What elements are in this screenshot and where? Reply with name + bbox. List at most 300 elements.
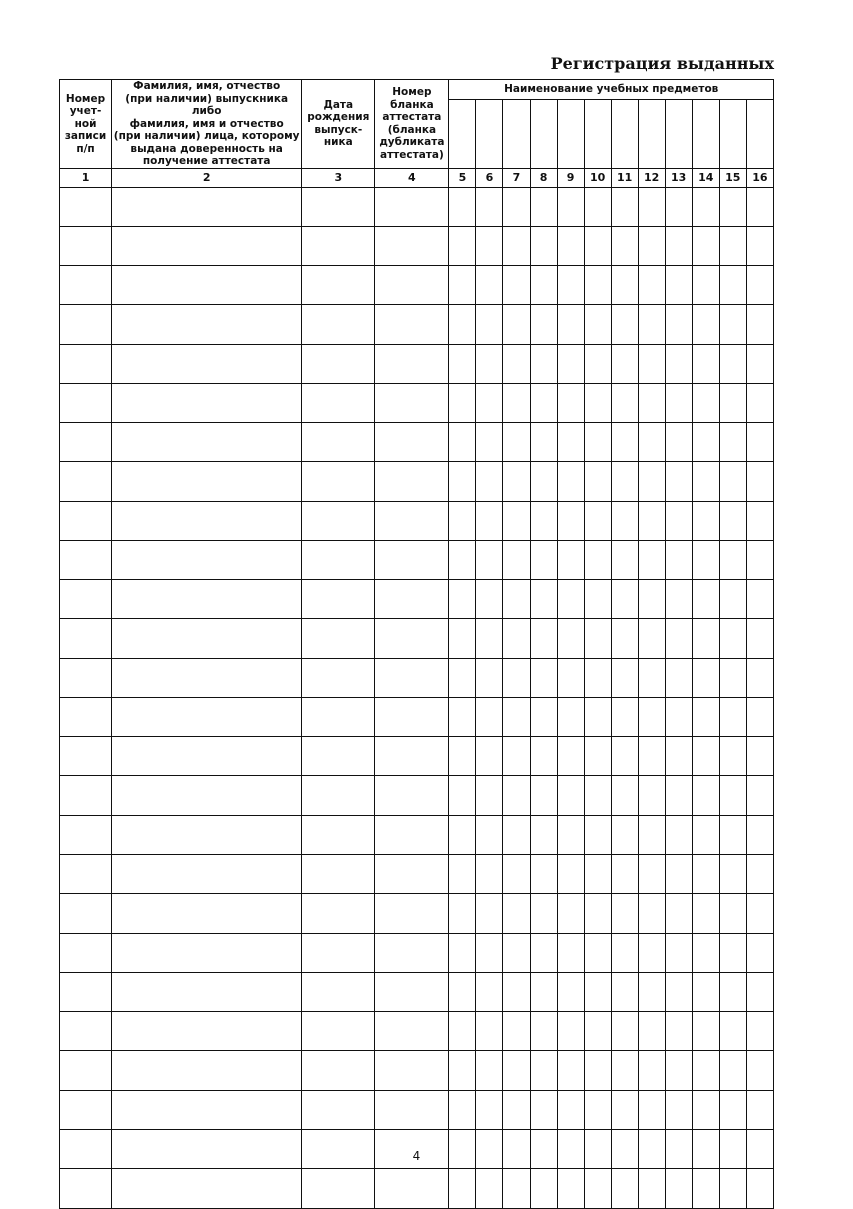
table-cell [665,894,692,933]
table-cell [476,501,503,540]
table-cell [60,305,112,344]
table-cell [692,776,719,815]
table-cell [375,933,449,972]
table-cell [746,619,773,658]
table-cell [530,776,557,815]
table-cell [557,933,584,972]
table-cell [302,972,375,1011]
table-cell [530,737,557,776]
table-cell [746,305,773,344]
table-cell [692,383,719,422]
table-cell [60,501,112,540]
table-cell [665,540,692,579]
table-cell [746,344,773,383]
table-cell [449,580,476,619]
table-cell [476,266,503,305]
table-cell [746,187,773,226]
table-cell [449,776,476,815]
table-cell [665,697,692,736]
table-cell [476,540,503,579]
table-row [60,1051,774,1090]
subject-name-cell [584,100,611,169]
header-full-name: Фамилия, имя, отчество (при наличии) выпускника либо фамилия, имя и отчество (при наличии) лица, которому выдана доверенность на получение аттестата [112,80,302,169]
table-cell [557,266,584,305]
table-row [60,619,774,658]
subject-name-cell [476,100,503,169]
table-cell [112,658,302,697]
table-cell [584,540,611,579]
table-cell [611,305,638,344]
subject-name-cell [638,100,665,169]
table-cell [530,1090,557,1129]
table-cell [60,658,112,697]
subject-name-cell [611,100,638,169]
table-cell [584,697,611,736]
table-cell [530,266,557,305]
table-cell [557,737,584,776]
table-cell [503,855,530,894]
table-cell [746,226,773,265]
table-row [60,187,774,226]
table-cell [638,1051,665,1090]
table-cell [746,580,773,619]
table-cell [557,501,584,540]
table-cell [638,737,665,776]
table-cell [302,697,375,736]
table-cell [375,619,449,658]
table-cell [302,933,375,972]
table-cell [530,423,557,462]
table-cell [476,1012,503,1051]
table-cell [375,501,449,540]
table-cell [112,540,302,579]
table-cell [692,619,719,658]
table-cell [449,344,476,383]
table-cell [375,462,449,501]
table-cell [557,1012,584,1051]
table-cell [665,1090,692,1129]
table-cell [476,972,503,1011]
table-cell [611,580,638,619]
table-cell [719,972,746,1011]
table-cell [638,423,665,462]
table-cell [746,1090,773,1129]
table-cell [719,1012,746,1051]
table-cell [611,894,638,933]
table-cell [557,619,584,658]
table-cell [719,1051,746,1090]
table-cell [530,305,557,344]
table-cell [584,580,611,619]
table-cell [719,266,746,305]
table-cell [375,305,449,344]
column-number-cell: 14 [692,168,719,187]
table-cell [449,187,476,226]
header-birth-date: Дата рождения выпуск- ника [302,80,375,169]
table-cell [302,1169,375,1208]
table-cell [692,423,719,462]
table-cell [375,697,449,736]
table-cell [449,266,476,305]
table-cell [584,815,611,854]
table-cell [719,933,746,972]
table-cell [557,462,584,501]
table-cell [665,1012,692,1051]
table-cell [584,737,611,776]
table-row [60,462,774,501]
table-cell [665,658,692,697]
table-cell [302,462,375,501]
table-cell [665,423,692,462]
table-cell [719,697,746,736]
table-cell [476,1090,503,1129]
table-cell [530,933,557,972]
table-row [60,1012,774,1051]
table-cell [638,1012,665,1051]
table-cell [530,1051,557,1090]
table-cell [611,1169,638,1208]
table-cell [557,972,584,1011]
table-cell [112,1090,302,1129]
table-cell [611,658,638,697]
table-cell [584,462,611,501]
table-cell [611,619,638,658]
subject-name-cell [665,100,692,169]
table-cell [112,855,302,894]
table-cell [557,776,584,815]
column-number-cell: 16 [746,168,773,187]
table-cell [375,383,449,422]
table-row [60,855,774,894]
table-cell [112,933,302,972]
table-cell [611,501,638,540]
table-cell [746,266,773,305]
table-cell [746,776,773,815]
table-cell [449,658,476,697]
table-cell [719,226,746,265]
table-cell [449,1090,476,1129]
table-cell [638,658,665,697]
table-cell [557,423,584,462]
table-cell [557,305,584,344]
table-cell [611,423,638,462]
column-number-cell: 13 [665,168,692,187]
table-row [60,383,774,422]
table-cell [692,226,719,265]
table-cell [746,894,773,933]
table-cell [584,344,611,383]
table-cell [302,187,375,226]
registration-table [59,79,774,1209]
table-cell [611,933,638,972]
table-cell [584,1169,611,1208]
table-cell [112,187,302,226]
table-cell [449,423,476,462]
table-cell [692,894,719,933]
table-cell [638,619,665,658]
table-cell [719,462,746,501]
column-number-cell: 5 [449,168,476,187]
subject-name-cell [557,100,584,169]
table-cell [375,894,449,933]
subject-name-cell [530,100,557,169]
table-row [60,226,774,265]
table-cell [476,855,503,894]
table-cell [60,619,112,658]
table-cell [584,187,611,226]
table-cell [584,383,611,422]
table-cell [692,697,719,736]
table-cell [476,658,503,697]
table-cell [530,540,557,579]
table-cell [746,462,773,501]
table-cell [449,737,476,776]
table-cell [692,972,719,1011]
table-cell [60,697,112,736]
table-cell [665,383,692,422]
table-cell [746,383,773,422]
table-cell [719,1090,746,1129]
table-cell [375,540,449,579]
table-cell [375,972,449,1011]
table-row [60,344,774,383]
table-cell [557,1051,584,1090]
table-cell [60,737,112,776]
subject-name-cell [719,100,746,169]
table-cell [476,776,503,815]
table-cell [665,187,692,226]
table-cell [503,972,530,1011]
table-cell [611,815,638,854]
table-row [60,1169,774,1208]
table-cell [476,1051,503,1090]
table-cell [611,462,638,501]
column-number-cell: 6 [476,168,503,187]
table-cell [449,1051,476,1090]
table-cell [375,658,449,697]
table-cell [746,540,773,579]
table-cell [557,187,584,226]
table-cell [302,815,375,854]
table-cell [530,187,557,226]
table-cell [112,894,302,933]
table-cell [665,266,692,305]
table-cell [557,540,584,579]
table-cell [302,855,375,894]
table-cell [503,383,530,422]
table-cell [746,815,773,854]
table-cell [719,540,746,579]
table-cell [60,1012,112,1051]
table-row [60,1090,774,1129]
table-cell [638,855,665,894]
table-cell [449,501,476,540]
table-cell [557,1169,584,1208]
table-cell [449,815,476,854]
table-row [60,423,774,462]
table-cell [692,815,719,854]
table-cell [638,933,665,972]
table-cell [611,266,638,305]
table-cell [375,266,449,305]
table-cell [719,305,746,344]
table-cell [375,1051,449,1090]
table-cell [476,619,503,658]
table-cell [692,540,719,579]
table-cell [503,1051,530,1090]
table-cell [719,423,746,462]
table-cell [584,933,611,972]
table-cell [719,776,746,815]
table-cell [665,305,692,344]
table-cell [449,383,476,422]
table-cell [112,423,302,462]
page-number: 4 [412,1149,421,1163]
table-cell [719,501,746,540]
table-cell [719,619,746,658]
table-cell [611,697,638,736]
table-cell [638,266,665,305]
table-cell [503,266,530,305]
table-cell [503,776,530,815]
table-cell [302,580,375,619]
table-cell [302,1012,375,1051]
table-cell [112,580,302,619]
table-row [60,305,774,344]
table-cell [112,776,302,815]
table-cell [112,344,302,383]
table-cell [530,658,557,697]
column-number-cell: 3 [302,168,375,187]
table-cell [375,1012,449,1051]
table-cell [557,226,584,265]
column-number-cell: 1 [60,168,112,187]
table-cell [112,737,302,776]
table-row [60,501,774,540]
table-cell [692,855,719,894]
table-cell [692,1169,719,1208]
table-cell [746,1012,773,1051]
table-cell [503,658,530,697]
table-cell [584,1090,611,1129]
table-row [60,266,774,305]
table-cell [638,1169,665,1208]
table-cell [557,1090,584,1129]
table-cell [476,383,503,422]
table-cell [302,226,375,265]
table-cell [692,737,719,776]
table-cell [746,933,773,972]
table-cell [692,933,719,972]
table-cell [584,776,611,815]
table-row [60,540,774,579]
table-cell [692,1090,719,1129]
table-cell [611,383,638,422]
table-cell [60,580,112,619]
table-cell [719,658,746,697]
table-cell [638,894,665,933]
table-cell [557,383,584,422]
table-cell [302,1051,375,1090]
table-cell [302,737,375,776]
table-cell [60,462,112,501]
table-cell [476,226,503,265]
column-number-row [60,168,774,187]
table-cell [665,580,692,619]
table-cell [375,423,449,462]
table-cell [638,776,665,815]
table-cell [60,1090,112,1129]
table-cell [719,1169,746,1208]
table-row [60,697,774,736]
table-cell [375,855,449,894]
subject-name-cell [746,100,773,169]
table-cell [665,462,692,501]
table-cell [112,305,302,344]
subject-name-cell [449,100,476,169]
table-cell [449,1169,476,1208]
table-cell [302,1090,375,1129]
table-cell [112,1012,302,1051]
table-cell [611,226,638,265]
table-cell [665,226,692,265]
table-cell [692,1012,719,1051]
table-cell [692,187,719,226]
table-cell [449,972,476,1011]
table-cell [449,855,476,894]
table-cell [611,1051,638,1090]
table-cell [692,344,719,383]
table-cell [584,855,611,894]
table-cell [692,266,719,305]
table-cell [476,933,503,972]
table-cell [530,1169,557,1208]
table-cell [638,383,665,422]
table-cell [611,855,638,894]
table-cell [476,1169,503,1208]
table-cell [60,266,112,305]
table-cell [503,501,530,540]
table-cell [584,266,611,305]
table-cell [611,1090,638,1129]
table-cell [112,972,302,1011]
table-cell [476,697,503,736]
table-cell [692,580,719,619]
table-cell [503,305,530,344]
table-cell [638,972,665,1011]
table-cell [375,187,449,226]
table-cell [530,972,557,1011]
table-cell [665,815,692,854]
table-cell [638,697,665,736]
table-cell [476,815,503,854]
table-cell [476,737,503,776]
table-cell [503,1012,530,1051]
table-cell [638,226,665,265]
table-cell [611,187,638,226]
table-cell [503,737,530,776]
table-cell [719,580,746,619]
table-cell [665,972,692,1011]
table-cell [584,894,611,933]
table-cell [302,776,375,815]
table-cell [449,619,476,658]
table-cell [302,423,375,462]
table-cell [665,1169,692,1208]
column-number-cell: 2 [112,168,302,187]
table-cell [665,1051,692,1090]
table-cell [746,423,773,462]
